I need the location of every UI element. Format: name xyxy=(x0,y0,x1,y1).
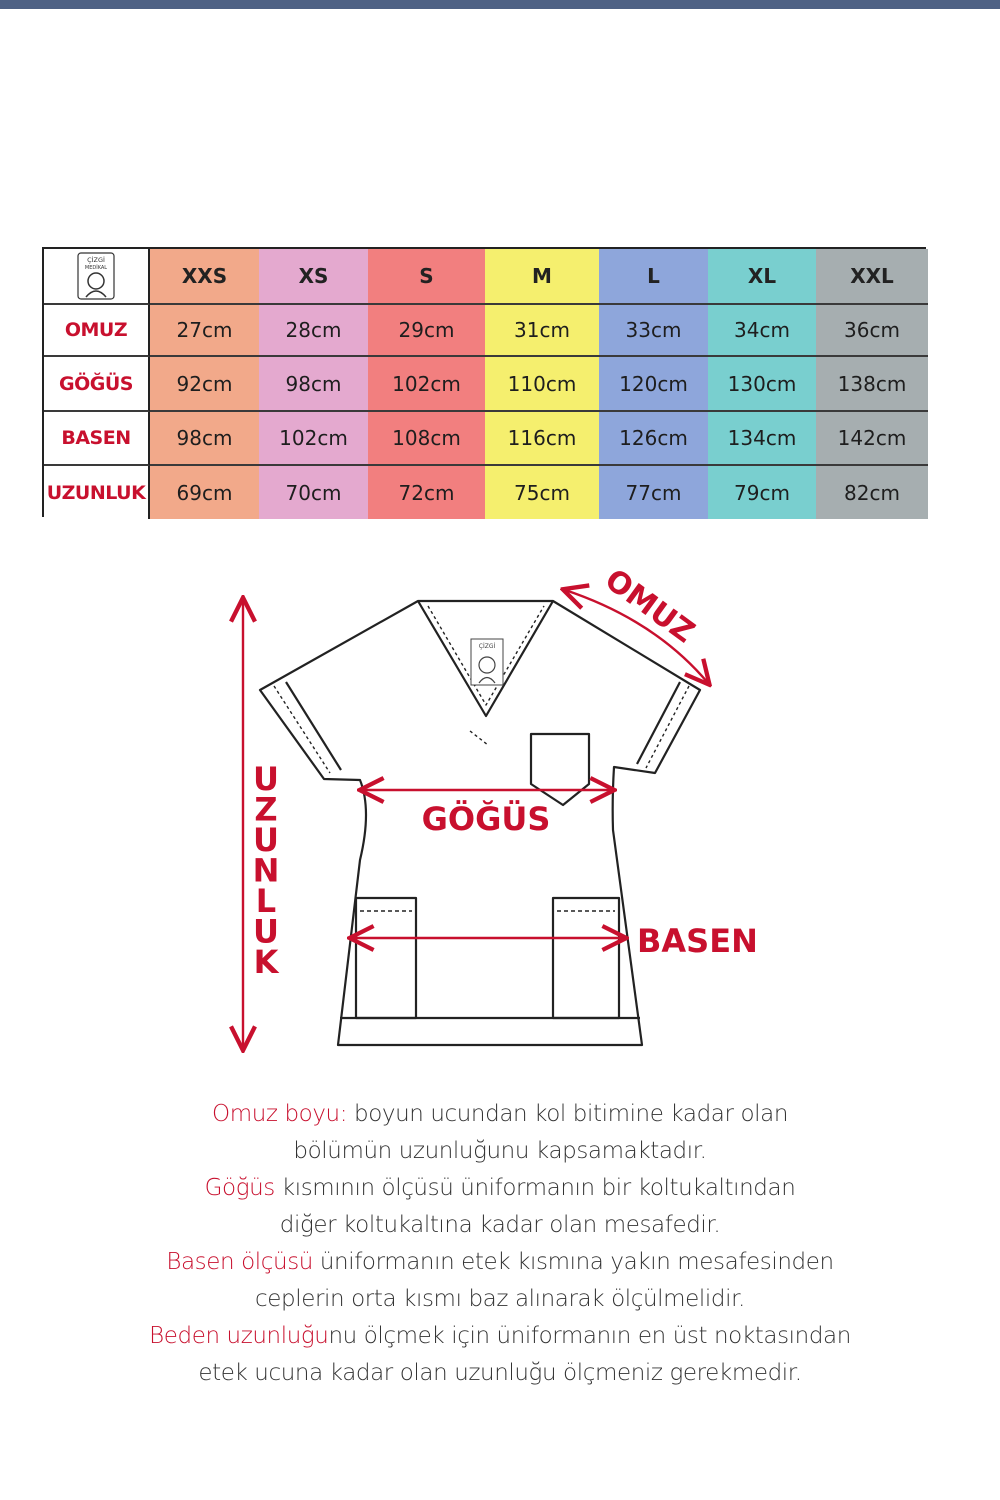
desc-hip-text: üniformanın etek kısmına yakın mesafesinden xyxy=(312,1249,834,1275)
table-cell: 72cm xyxy=(368,466,485,519)
table-cell: 70cm xyxy=(259,466,368,519)
chest-label: GÖĞÜS xyxy=(421,800,551,838)
desc-shoulder xyxy=(100,1096,900,1133)
size-header-xl: XL xyxy=(708,249,816,305)
row-label-uzunluk: UZUNLUK xyxy=(44,466,150,519)
measurement-description xyxy=(100,1096,900,1392)
table-cell: 77cm xyxy=(599,466,708,519)
table-cell: 33cm xyxy=(599,305,708,357)
desc-length-text: nu ölçmek için üniformanın en üst noktasından xyxy=(328,1323,851,1349)
row-label-basen: BASEN xyxy=(44,412,150,466)
size-header-s: S xyxy=(368,249,485,305)
size-chart-table xyxy=(42,247,926,517)
desc-shoulder-text: boyun ucundan kol bitimine kadar olan xyxy=(347,1101,789,1127)
svg-text:ÇİZGİ: ÇİZGİ xyxy=(478,643,496,650)
desc-length xyxy=(100,1318,900,1355)
desc-chest-text: kısmının ölçüsü üniformanın bir koltukaltından xyxy=(274,1175,796,1201)
table-cell: 27cm xyxy=(150,305,259,357)
table-cell: 98cm xyxy=(259,357,368,412)
brand-logo-icon xyxy=(76,251,116,301)
desc-chest-line2: diğer koltukaltına kadar olan mesafedir. xyxy=(279,1212,721,1238)
logo-text-1: ÇİZGİ xyxy=(87,256,105,264)
table-cell: 92cm xyxy=(150,357,259,412)
table-cell: 108cm xyxy=(368,412,485,466)
table-cell: 69cm xyxy=(150,466,259,519)
desc-chest-title: Göğüs xyxy=(204,1175,275,1201)
row-label-göğüs: GÖĞÜS xyxy=(44,357,150,412)
logo-text-2: MEDİKAL xyxy=(84,265,108,271)
length-label-letter: Z xyxy=(254,790,278,829)
desc-shoulder-line2: bölümün uzunluğunu kapsamaktadır. xyxy=(293,1138,707,1164)
desc-length-line2: etek ucuna kadar olan uzunluğu ölçmeniz gerekmedir. xyxy=(198,1360,802,1386)
table-cell: 31cm xyxy=(485,305,599,357)
collar-logo-icon xyxy=(471,639,503,685)
table-cell: 134cm xyxy=(708,412,816,466)
desc-shoulder-title: Omuz boyu: xyxy=(211,1101,348,1127)
length-label-letter: U xyxy=(253,912,279,951)
length-label-letter: K xyxy=(253,943,279,981)
size-header-xxs: XXS xyxy=(150,249,259,305)
length-label-letter: L xyxy=(255,882,277,920)
table-cell: 34cm xyxy=(708,305,816,357)
table-cell: 138cm xyxy=(816,357,928,412)
length-label-letter: U xyxy=(253,760,279,798)
shoulder-label: OMUZ xyxy=(598,562,701,651)
hip-label: BASEN xyxy=(637,922,758,960)
size-header-l: L xyxy=(599,249,708,305)
table-cell: 75cm xyxy=(485,466,599,519)
length-label xyxy=(253,760,280,981)
top-bar xyxy=(0,0,1000,9)
desc-chest xyxy=(100,1170,900,1207)
row-label-omuz: OMUZ xyxy=(44,305,150,357)
table-cell: 116cm xyxy=(485,412,599,466)
length-label-letter: N xyxy=(252,851,280,890)
size-header-m: M xyxy=(485,249,599,305)
desc-hip-line2: ceplerin orta kısmı baz alınarak ölçülmelidir. xyxy=(255,1286,745,1312)
table-cell: 28cm xyxy=(259,305,368,357)
size-header-xxl: XXL xyxy=(816,249,928,305)
length-label-letter: U xyxy=(253,821,279,859)
table-cell: 98cm xyxy=(150,412,259,466)
logo-cell xyxy=(44,249,150,305)
desc-hip-title: Basen ölçüsü xyxy=(166,1249,313,1275)
table-cell: 102cm xyxy=(259,412,368,466)
table-cell: 120cm xyxy=(599,357,708,412)
desc-hip xyxy=(100,1244,900,1281)
table-cell: 36cm xyxy=(816,305,928,357)
table-cell: 102cm xyxy=(368,357,485,412)
table-cell: 130cm xyxy=(708,357,816,412)
table-cell: 142cm xyxy=(816,412,928,466)
scrub-top-diagram xyxy=(0,560,1000,1080)
desc-length-title: Beden uzunluğu xyxy=(149,1323,329,1349)
table-cell: 126cm xyxy=(599,412,708,466)
table-cell: 79cm xyxy=(708,466,816,519)
table-cell: 110cm xyxy=(485,357,599,412)
size-header-xs: XS xyxy=(259,249,368,305)
table-cell: 82cm xyxy=(816,466,928,519)
table-cell: 29cm xyxy=(368,305,485,357)
